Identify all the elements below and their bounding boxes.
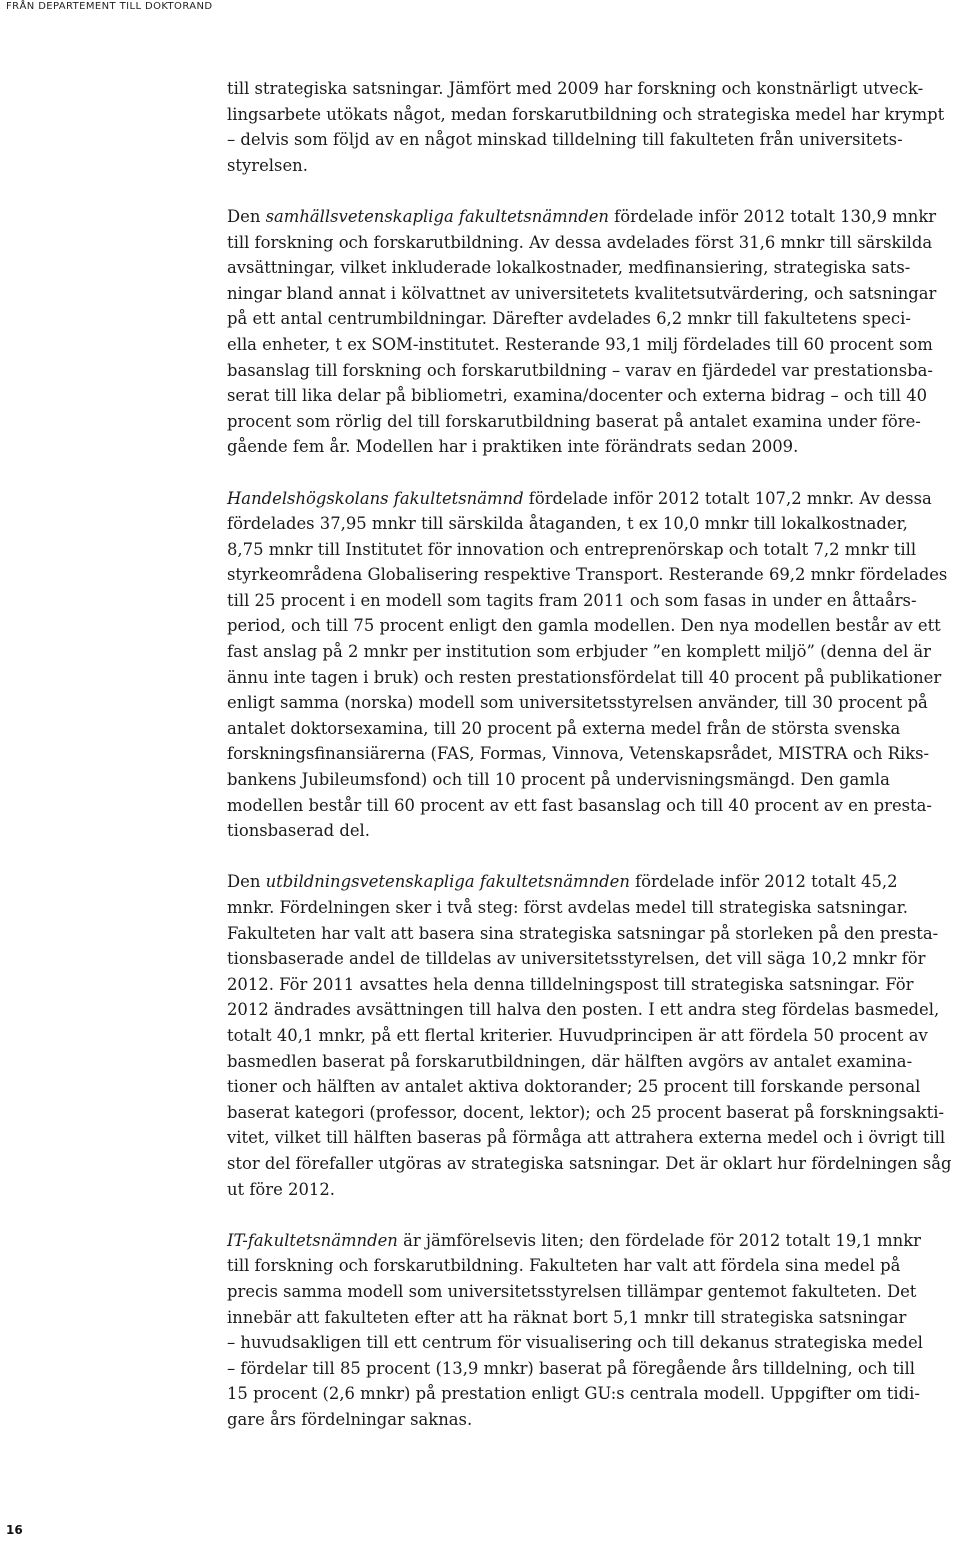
text-line: avsättningar, vilket inkluderade lokalkostnader, medfinansiering, strategiska sats- bbox=[227, 258, 911, 278]
faculty-name: IT-fakultetsnämnden bbox=[227, 1230, 398, 1250]
text-line: period, och till 75 procent enligt den gamla modellen. Den nya modellen består av ett bbox=[227, 616, 941, 636]
text-line: på ett antal centrumbildningar. Därefter avdelades 6,2 mnkr till fakultetens speci- bbox=[227, 309, 911, 329]
text-line: baserat kategori (professor, docent, lektor); och 25 procent baserat på forskningsakti- bbox=[227, 1102, 945, 1122]
text-line: Handelshögskolans fakultetsnämnd fördelade inför 2012 totalt 107,2 mnkr. Av dessa bbox=[227, 488, 932, 508]
paragraph-it-fakultet bbox=[227, 1228, 960, 1433]
text-line: procent som rörlig del till forskarutbildning baserat på antalet examina under före- bbox=[227, 411, 921, 431]
text-line: gående fem år. Modellen har i praktiken inte förändrats sedan 2009. bbox=[227, 437, 799, 457]
running-header: FRÅN DEPARTEMENT TILL DOKTORAND bbox=[6, 1, 213, 12]
text-line: serat till lika delar på bibliometri, examina/docenter och externa bidrag – och till 40 bbox=[227, 386, 928, 406]
text-line: styrkeområdena Globalisering respektive Transport. Resterande 69,2 mnkr fördelades bbox=[227, 565, 948, 585]
text-line: – delvis som följd av en något minskad tilldelning till fakulteten från universitets- bbox=[227, 130, 903, 150]
text-line: Fakulteten har valt att basera sina strategiska satsningar på storleken på den presta- bbox=[227, 923, 939, 943]
text-line: bankens Jubileumsfond) och till 10 procent på undervisningsmängd. Den gamla bbox=[227, 770, 890, 790]
body-text bbox=[227, 76, 960, 1432]
faculty-name: utbildningsvetenskapliga fakultetsnämnden bbox=[265, 872, 630, 892]
text-line: till 25 procent i en modell som tagits fram 2011 och som fasas in under en åttaårs- bbox=[227, 590, 917, 610]
text-line: modellen består till 60 procent av ett fast basanslag och till 40 procent av en presta- bbox=[227, 795, 932, 815]
text-line: styrelsen. bbox=[227, 155, 308, 175]
paragraph-utbildningsvetenskapliga bbox=[227, 869, 960, 1202]
paragraph-intro bbox=[227, 76, 960, 178]
text-line: ännu inte tagen i bruk) och resten prestationsfördelat till 40 procent på publikationer bbox=[227, 667, 942, 687]
text-line: Den samhällsvetenskapliga fakultetsnämnden fördelade inför 2012 totalt 130,9 mnkr bbox=[227, 206, 937, 226]
text-line: Den utbildningsvetenskapliga fakultetsnämnden fördelade inför 2012 totalt 45,2 bbox=[227, 872, 898, 892]
text-line: precis samma modell som universitetsstyrelsen tillämpar gentemot fakulteten. Det bbox=[227, 1281, 917, 1301]
text-line: basmedlen baserat på forskarutbildningen, där hälften avgörs av antalet examina- bbox=[227, 1051, 913, 1071]
text-line: enligt samma (norska) modell som universitetsstyrelsen använder, till 30 procent på bbox=[227, 693, 928, 713]
text-line: 8,75 mnkr till Institutet för innovation och entreprenörskap och totalt 7,2 mnkr till bbox=[227, 539, 917, 559]
text-line: ella enheter, t ex SOM-institutet. Resterande 93,1 milj fördelades till 60 procent som bbox=[227, 334, 933, 354]
text-line: tionsbaserade andel de tilldelas av universitetsstyrelsen, det vill säga 10,2 mnkr för bbox=[227, 949, 926, 969]
text-line: – fördelar till 85 procent (13,9 mnkr) baserat på föregående års tilldelning, och till bbox=[227, 1358, 916, 1378]
paragraph-handelshogskolan bbox=[227, 486, 960, 844]
faculty-name: Handelshögskolans fakultetsnämnd bbox=[227, 488, 524, 508]
text-line: gare års fördelningar saknas. bbox=[227, 1409, 473, 1429]
text-line: till forskning och forskarutbildning. Fakulteten har valt att fördela sina medel på bbox=[227, 1256, 901, 1276]
text-line: fördelades 37,95 mnkr till särskilda åtaganden, t ex 10,0 mnkr till lokalkostnader, bbox=[227, 514, 908, 534]
text-line: mnkr. Fördelningen sker i två steg: först avdelas medel till strategiska satsningar. bbox=[227, 898, 908, 917]
text-line: till forskning och forskarutbildning. Av dessa avdelades först 31,6 mnkr till särskilda bbox=[227, 232, 933, 252]
text-line: – huvudsakligen till ett centrum för visualisering och till dekanus strategiska medel bbox=[227, 1333, 923, 1353]
text-line: stor del förefaller utgöras av strategiska satsningar. Det är oklart hur fördelningen såg bbox=[227, 1153, 952, 1173]
text-line: lingsarbete utökats något, medan forskarutbildning och strategiska medel har krympt bbox=[227, 104, 945, 124]
text-line: 2012. För 2011 avsattes hela denna tilldelningspost till strategiska satsningar. För bbox=[227, 974, 914, 994]
page-number: 16 bbox=[6, 1523, 23, 1537]
text-line: totalt 40,1 mnkr, på ett flertal kriterier. Huvudprincipen är att fördela 50 procent av bbox=[227, 1025, 928, 1045]
text-line: ningar bland annat i kölvattnet av universitetets kvalitetsutvärdering, och satsningar bbox=[227, 283, 937, 303]
faculty-name: samhällsvetenskapliga fakultetsnämnden bbox=[265, 206, 609, 226]
text-line: forskningsfinansiärerna (FAS, Formas, Vinnova, Vetenskapsrådet, MISTRA och Riks- bbox=[227, 744, 930, 764]
text-line: fast anslag på 2 mnkr per institution som erbjuder ”en komplett miljö” (denna del är bbox=[227, 642, 932, 662]
text-line: 15 procent (2,6 mnkr) på prestation enligt GU:s centrala modell. Uppgifter om tidi- bbox=[227, 1384, 920, 1404]
text-line: antalet doktorsexamina, till 20 procent på externa medel från de största svenska bbox=[227, 718, 901, 738]
text-line: vitet, vilket till hälften baseras på förmåga att attrahera externa medel och i övrigt till bbox=[227, 1128, 946, 1148]
paragraph-samhallsvetenskapliga bbox=[227, 204, 960, 460]
text-line: tioner och hälften av antalet aktiva doktorander; 25 procent till forskande personal bbox=[227, 1077, 921, 1097]
text-line: IT-fakultetsnämnden är jämförelsevis liten; den fördelade för 2012 totalt 19,1 mnkr bbox=[227, 1230, 921, 1250]
text-line: innebär att fakulteten efter att ha räknat bort 5,1 mnkr till strategiska satsningar bbox=[227, 1307, 907, 1327]
text-line: ut före 2012. bbox=[227, 1179, 335, 1199]
text-line: basanslag till forskning och forskarutbildning – varav en fjärdedel var prestationsba- bbox=[227, 360, 933, 380]
text-line: till strategiska satsningar. Jämfört med 2009 har forskning och konstnärligt utveck- bbox=[227, 79, 924, 98]
text-line: tionsbaserad del. bbox=[227, 821, 370, 841]
text-line: 2012 ändrades avsättningen till halva den posten. I ett andra steg fördelas basmedel, bbox=[227, 1000, 940, 1020]
